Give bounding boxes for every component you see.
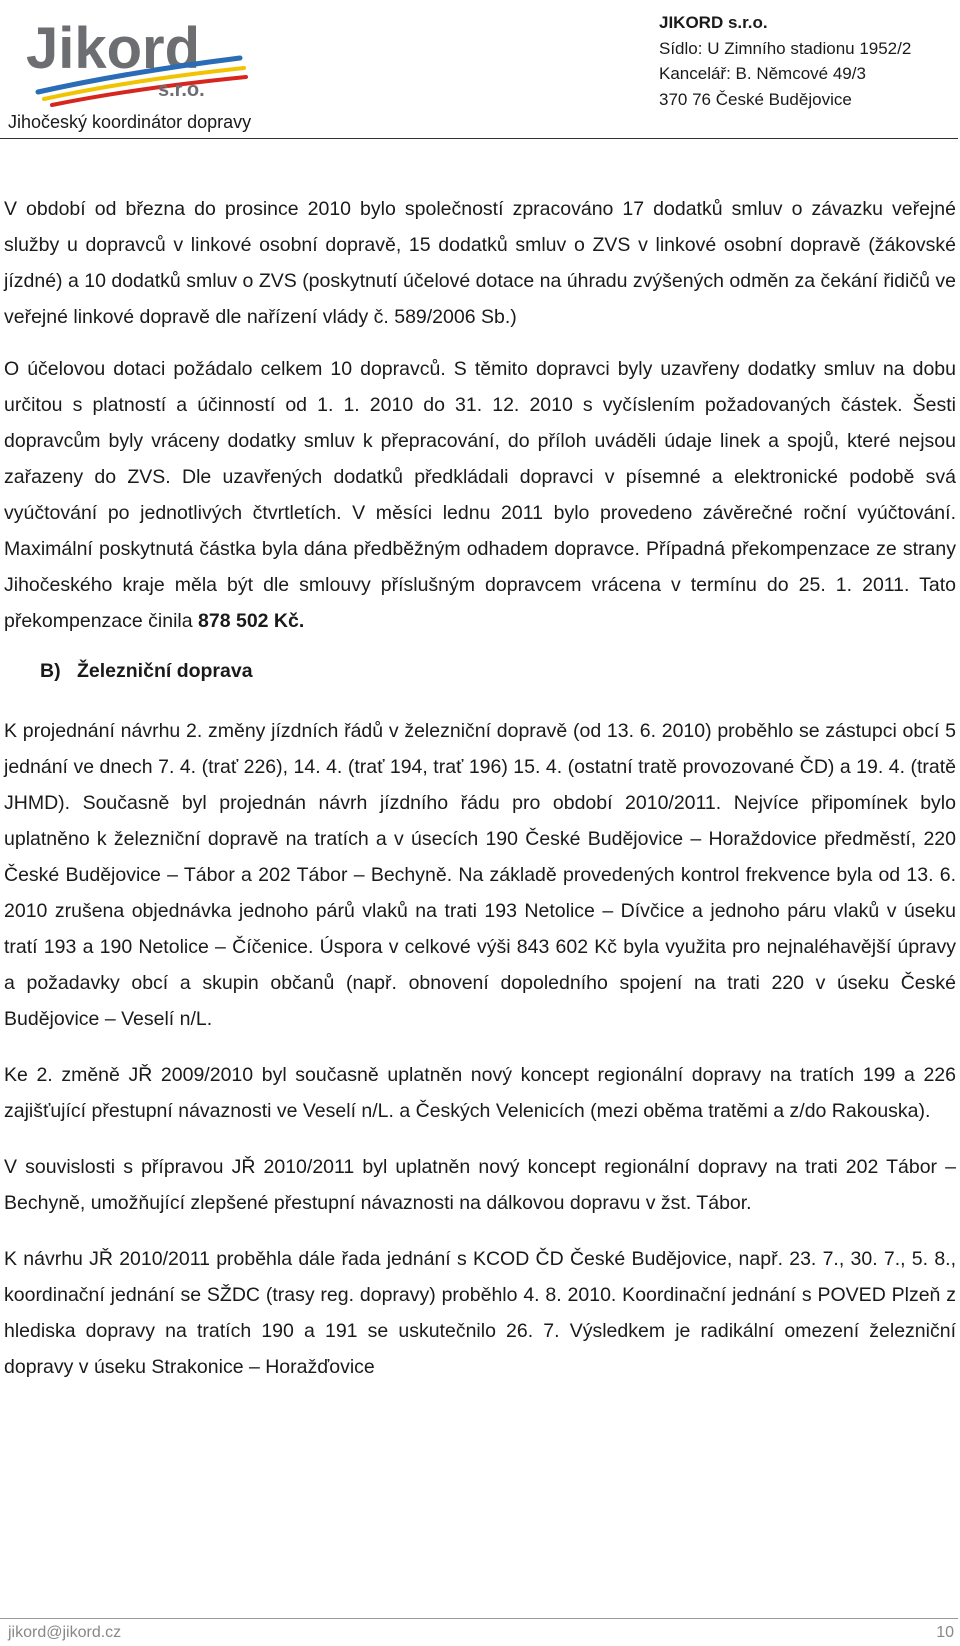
jikord-logo: [8, 10, 273, 115]
page-number: 10: [936, 1624, 954, 1641]
paragraph-timetable-change: K projednání návrhu 2. změny jízdních řádů v železniční dopravě (od 13. 6. 2010) proběhlo se zástupci obcí 5 jednání ve dnech 7. 4. (trať 226), 14. 4. (trať 194, trať 196) 15. 4. (ostatní tratě provozované ČD) a 19. 4. (tratě JHMD). Současně byl projednán návrh jízdního řádu pro období 2010/2011. Nejvíce připomínek bylo uplatněno k železniční dopravě na tratích a v úsecích 190 České Budějovice – Horaždovice předměstí, 220 České Budějovice – Tábor a 202 Tábor – Bechyně. Na základě provedených kontrol frekvence byla od 13. 6. 2010 zrušena objednávka jednoho párů vlaků na trati 193 Netolice – Dívčice a jednoho páru vlaků v úseku tratí 193 a 190 Netolice – Číčenice. Úspora v celkové výši 843 602 Kč byla využita pro nejnaléhavější úpravy a požadavky obcí a skupin občanů (např. obnovení dopoledního spojení na trati 220 v úseku České Budějovice – Veselí n/L.: [4, 720, 956, 1030]
paragraph-subsidy-text: O účelovou dotaci požádalo celkem 10 dopravců. S těmito dopravci byly uzavřeny dodatky smluv na dobu určitou s platností a účinností od 1. 1. 2010 do 31. 12. 2010 s vyčíslením požadovaných částek. Šesti dopravcům byly vráceny dodatky smluv k přepracování, do příloh uváděli údaje linek a spojů, které nejsou zařazeny do ZVS. Dle uzavřených dodatků předkládali dopravci v písemné a elektronické podobě svá vyúčtování po jednotlivých čtvrtletích. V měsíci lednu 2011 bylo provedeno závěrečné roční vyúčtování. Maximální poskytnutá částka byla dána předběžným odhadem dopravce. Případná překompenzace ze strany Jihočeského kraje měla být dle smlouvy příslušným dopravcem vrácena v termínu do 25. 1. 2011. Tato překompenzace činila: [4, 358, 956, 632]
paragraph-contracts: V období od března do prosince 2010 bylo společností zpracováno 17 dodatků smluv o závazku veřejné služby u dopravců v linkové osobní dopravě, 15 dodatků smluv o ZVS v linkové osobní dopravě (žákovské jízdné) a 10 dodatků smluv o ZVS (poskytnutí účelové dotace na úhradu zvýšených odměn za čekání řidičů ve veřejné linkové dopravě dle nařízení vlády č. 589/2006 Sb.): [4, 198, 956, 328]
overcompensation-amount: 878 502 Kč.: [198, 610, 305, 632]
paragraph-tabor-bechyne: V souvislosti s přípravou JŘ 2010/2011 byl uplatněn nový koncept regionální dopravy na trati 202 Tábor – Bechyně, umožňující zlepšené přestupní návaznosti na dálkovou dopravu v žst. Tábor.: [4, 1156, 956, 1214]
section-title: Železniční doprava: [77, 660, 253, 682]
section-heading-rail: [40, 653, 956, 689]
document-body: [4, 191, 956, 1405]
header-divider: [0, 138, 958, 139]
company-address-block: [659, 10, 911, 112]
company-name: JIKORD s.r.o.: [659, 13, 768, 32]
paragraph-subsidy: [4, 351, 956, 639]
section-label: B): [40, 660, 61, 682]
address-line-seat: Sídlo: U Zimního stadionu 1952/2: [659, 38, 912, 58]
logo-subtext: s.r.o.: [158, 79, 205, 101]
address-line-city: 370 76 České Budějovice: [659, 89, 852, 109]
footer-email: jikord@jikord.cz: [8, 1624, 122, 1641]
address-line-office: Kancelář: B. Němcové 49/3: [659, 64, 866, 83]
page-header: [0, 0, 960, 140]
company-tagline: Jihočeský koordinátor dopravy: [8, 112, 252, 132]
paragraph-negotiations: K návrhu JŘ 2010/2011 proběhla dále řada jednání s KCOD ČD České Budějovice, např. 23. 7., 30. 7., 5. 8., koordinační jednání se SŽDC (trasy reg. dopravy) proběhlo 4. 8. 2010. Koordinační jednání s POVED Plzeň z hlediska dopravy na tratích 190 a 191 se uskutečnilo 26. 7. Výsledkem je radikální omezení železniční dopravy v úseku Strakonice – Horažďovice: [4, 1248, 956, 1378]
paragraph-regional-concept: Ke 2. změně JŘ 2009/2010 byl současně uplatněn nový koncept regionální dopravy na tratích 199 a 226 zajišťující přestupní návaznosti ve Veselí n/L. a Českých Velenicích (mezi oběma tratěmi a z/do Rakouska).: [4, 1064, 956, 1122]
footer-divider: [0, 1618, 958, 1619]
logo-wordmark: Jikord: [26, 16, 201, 81]
